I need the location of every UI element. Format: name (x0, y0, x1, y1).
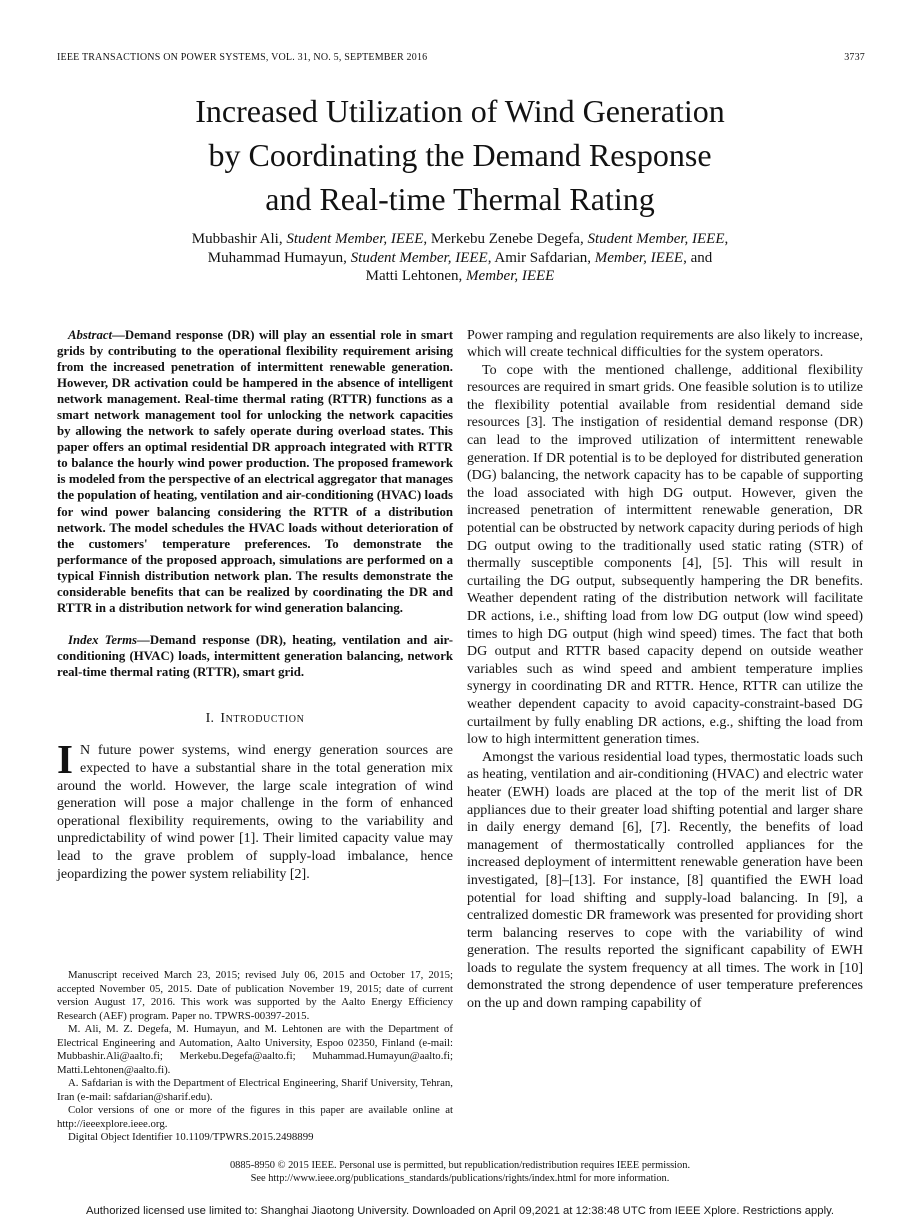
abstract (57, 327, 453, 617)
author-name: , Merkebu Zenebe Degefa, (423, 231, 588, 247)
abstract-lead: Abstract— (68, 327, 125, 342)
footnote-manuscript: Manuscript received March 23, 2015; revised July 06, 2015 and October 17, 2015; accepted November 05, 2015. Date of publication November 19, 2015; date of current version August 17, 2016. This work was supported by the Aalto Energy Efficiency Research (AEF) program. Paper no. TPWRS-00397-2015. (57, 969, 453, 1022)
first-page-footnotes (57, 969, 453, 1145)
membership: Member, IEEE (466, 268, 555, 284)
abstract-text: Demand response (DR) will play an essential role in smart grids by contributing to the operational flexibility requirement arising from the increased penetration of intermittent renewable generation. However, DR activation could be hampered in the absence of intelligent network management. Real-time thermal rating (RTTR) functions as a smart network management tool for unlocking the network capacities by allowing the network to safely operate during overload states. This paper offers an optimal residential DR approach integrated with RTTR to balance the hourly wind power production. The proposed framework is modeled from the perspective of an electrical aggregator that manages the population of heating, ventilation and air-conditioning (HVAC) loads for wind power balancing considering the RTTR of a distribution network. The model schedules the HVAC loads without deterioration of the customers' temperature preferences. To demonstrate the performance of the proposed approach, simulations are performed on a typical Finnish distribution network plan. The results demonstrate the considerable benefits that can be realized by coordinating the DR and RTTR in a distribution network for wind generation balancing. (57, 327, 453, 616)
right-column (467, 327, 863, 1145)
copyright-line: 0885-8950 © 2015 IEEE. Personal use is permitted, but republication/redistribution requires IEEE permission. (229, 1159, 691, 1171)
author-name: Matti Lehtonen, (365, 268, 467, 284)
author-line (0, 230, 920, 249)
intro-paragraph-text: N future power systems, wind energy generation sources are expected to have a substantial share in the total generation mix around the world. However, the large scale integration of wind generation will pose a major challenge in the form of enhanced operational flexibility requirements, owing to the variability and unpredictability of wind power [1]. Their limited capacity value may lead to the grave problem of supply-load imbalance, hence jeopardizing the power system reliability [2]. (57, 743, 453, 882)
membership: Student Member, IEEE (587, 231, 725, 247)
footnote-affiliation-aalto: M. Ali, M. Z. Degefa, M. Humayun, and M. Lehtonen are with the Department of Electrical Engineering and Automation, Aalto University, Espoo 02350, Finland (e-mail: Mubbashir.Ali@aalto.fi; Merkebu.Degefa@aalto.fi; Muhammad.Humayun@aalto.fi; Matti.Lehtonen@aalto.fi). (57, 1023, 453, 1076)
author-list (0, 230, 920, 286)
footnote-affiliation-sharif: A. Safdarian is with the Department of Electrical Engineering, Sharif University, Tehran, Iran (e-mail: safdarian@sharif.edu). (57, 1077, 453, 1103)
section-number: I. (205, 711, 215, 727)
membership: Member, IEEE (594, 249, 684, 266)
separator: , and (683, 249, 713, 266)
title-line: and Real-time Thermal Rating (265, 181, 655, 217)
download-license-bar: Authorized licensed use limited to: Shanghai Jiaotong University. Downloaded on April 09,2021 at 12:38:48 UTC from IEEE Xplore. Restrictions apply. (85, 1205, 835, 1217)
author-name: , Amir Safdarian, (487, 249, 595, 266)
left-column (57, 327, 453, 1145)
dropcap-letter: I (57, 736, 73, 783)
page-number: 3737 (844, 52, 865, 63)
running-head (57, 52, 865, 63)
two-column-body (57, 327, 863, 1145)
index-terms-paragraph (57, 632, 453, 680)
title-line: Increased Utilization of Wind Generation (195, 93, 725, 129)
index-terms-text: Demand response (DR), heating, ventilation and air-conditioning (HVAC) loads, intermittent generation balancing, network real-time thermal rating (RTTR), smart grid. (57, 633, 454, 680)
index-terms-lead: Index Terms— (68, 633, 150, 648)
author-name: Muhammad Humayun, (207, 249, 351, 266)
index-terms (57, 632, 453, 680)
footnote-doi: Digital Object Identifier 10.1109/TPWRS.2015.2498899 (68, 1131, 314, 1143)
paper-title (0, 89, 920, 221)
separator: , (724, 231, 729, 247)
membership: Student Member, IEEE (350, 249, 488, 266)
copyright-line: See http://www.ieee.org/publications_standards/publications/rights/index.html for more information. (250, 1173, 670, 1185)
author-line (0, 249, 920, 268)
journal-title: IEEE TRANSACTIONS ON POWER SYSTEMS, VOL. 31, NO. 5, SEPTEMBER 2016 (57, 52, 428, 63)
section-heading-introduction (57, 711, 453, 727)
footnote-color-versions: Color versions of one or more of the figures in this paper are available online at http://ieeexplore.ieee.org. (57, 1104, 453, 1130)
membership: Student Member, IEEE (286, 231, 424, 247)
introduction-text (57, 736, 453, 883)
author-name: Mubbashir Ali, (191, 231, 287, 247)
abstract-paragraph (57, 327, 453, 617)
author-line (0, 267, 920, 286)
body-paragraph: Amongst the various residential load types, thermostatic loads such as heating, ventilation and air-conditioning (HVAC) and electric water heater (EWH) loads are placed at the top of the merit list of DR appliances due to their greater load shifting potential and larger share in daily energy demand [6], [7]. Recently, the benefits of load management of thermostatically controlled appliances for the increased deployment of intermittent renewable generation have been investigated, [8]–[13]. For instance, [8] quantified the EWH load potential for load shifting and supply-load balancing. In [9], a centralized domestic DR framework was presented for providing short term balancing reserves to cope with the variability of wind generation. The results reported the significant capability of EWH loads to regulate the system frequency at all times. The work in [10] demonstrated the strong dependence of user temperature preferences on the up and down ramping capability of (467, 749, 863, 1012)
title-line: by Coordinating the Demand Response (208, 137, 712, 173)
body-paragraph: To cope with the mentioned challenge, additional flexibility resources are required in smart grids. One feasible solution is to utilize the flexibility potential available from residential demand side resources [3]. The instigation of residential demand response (DR) can lead to the improved utilization of intermittent renewable generation. If DR potential is to be deployed for distributed generation (DG) balancing, the network capacity has to be capable of supporting the load associated with high DG output. However, given the increased penetration of intermittent renewable generation, DR potential can be obstructed by network capacity during periods of high DG output owing to the traditionally used static rating (STR) of thermally susceptible components [4], [5]. This will result in curtailing the DG output, subsequently hampering the DR benefits. Weather dependent rating of the distribution network will facilitate DR actions, i.e., shifting load from low DG output (low wind speed) times to high DG output (high wind speed) times. The fact that both DG output and RTTR based capacity depend on outside weather variables such as wind speed and ambient temperature implies synergy in coordinating DR and RTTR. Hence, RTTR can utilize the weather dependent capacity to avoid capacity-constraint-based DG curtailment by fully enabling DR actions, e.g., shifting the load from low to high intermittent generation times. (467, 362, 863, 748)
intro-first-paragraph (57, 736, 453, 883)
section-label: Introduction (220, 711, 305, 727)
body-paragraph: Power ramping and regulation requirements are also likely to increase, which will create technical difficulties for the system operators. (467, 327, 863, 361)
copyright-footer (0, 1159, 920, 1187)
